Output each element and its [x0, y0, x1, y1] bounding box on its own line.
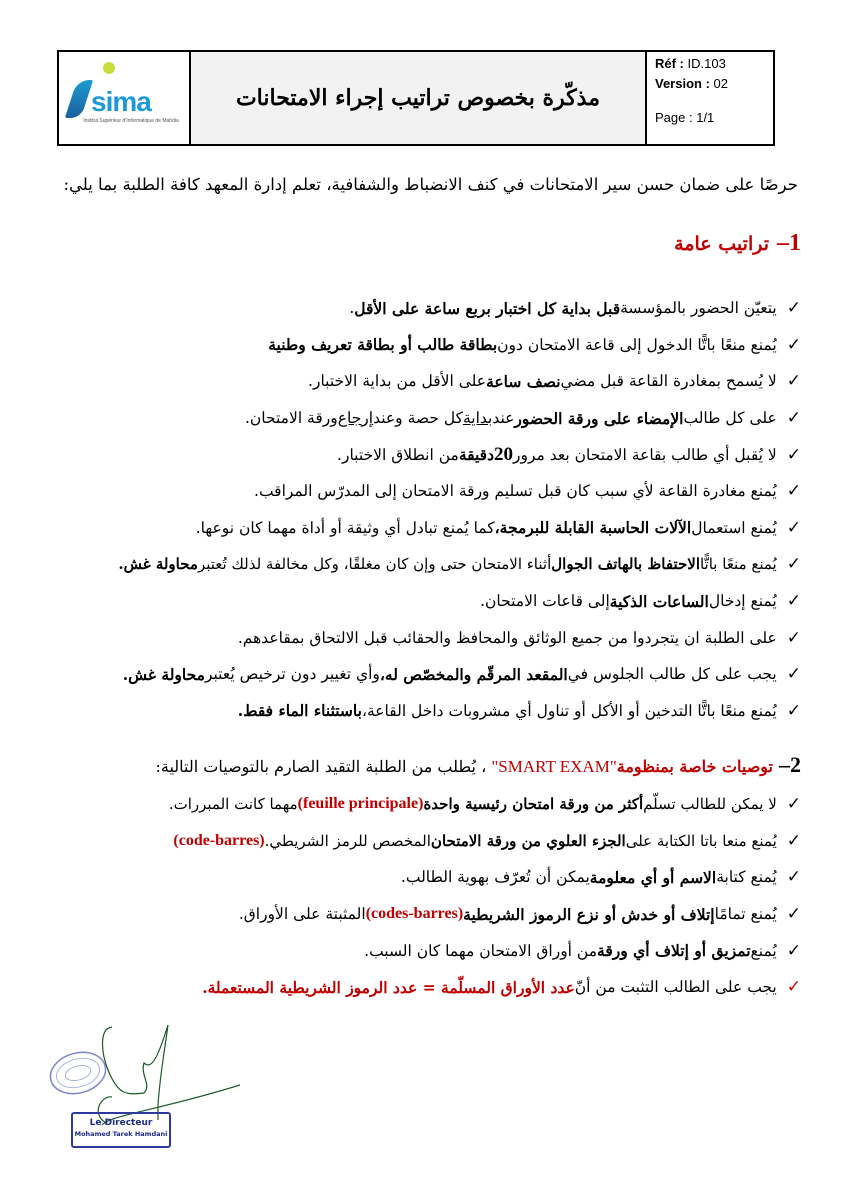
check-icon: ✓ — [786, 591, 801, 612]
item-text: من أوراق الامتحان مهما كان السبب. — [364, 941, 598, 960]
section-2-heading — [155, 752, 801, 778]
item-text: ورقة الامتحان. — [244, 409, 338, 428]
item-text: يتعيّن الحضور بالمؤسسة — [620, 299, 777, 318]
document-title: مذكّرة بخصوص تراتيب إجراء الامتحانات — [235, 85, 601, 111]
section-2-list — [169, 786, 801, 1006]
item-text: . — [349, 299, 355, 318]
item-text: المثبتة على الأوراق. — [238, 905, 366, 924]
item-bold: المقعد المرقّم والمخصّص له، — [379, 664, 568, 684]
item-latin: (code-barres) — [173, 831, 265, 849]
document-header — [57, 50, 775, 146]
item-bold: الإمضاء على ورقة الحضور — [514, 408, 684, 428]
logo-dot-icon — [103, 62, 115, 74]
title-cell — [191, 52, 647, 144]
item-text: يُمنع منعًا باتًّا — [699, 555, 777, 574]
item-text: المخصص للرمز الشريطي. — [264, 831, 431, 850]
version-line — [655, 74, 773, 94]
item-bold: نصف ساعة — [486, 371, 561, 391]
item-text: على الطلبة ان يتجردوا من جميع الوثائق والمحافظ والحقائب قبل الالتحاق بمقاعدهم. — [237, 628, 777, 647]
item-bold: الآلات الحاسبة القابلة للبرمجة، — [494, 518, 692, 538]
item-bold: إتلاف أو خدش أو نزع الرموز الشريطية — [463, 904, 715, 924]
item-bold: أكثر من ورقة امتحان رئيسية واحدة — [423, 795, 644, 814]
section-2-system-name: "SMART EXAM" — [491, 757, 617, 776]
item-text: يُمنع منعا باتا الكتابة على — [625, 831, 777, 850]
list-item — [169, 932, 801, 969]
item-latin: (feuille principale) — [297, 795, 424, 813]
list-item — [118, 327, 801, 364]
item-text: على كل طالب — [683, 409, 777, 428]
check-icon: ✓ — [786, 664, 801, 685]
item-text: كما يُمنع تبادل أي وثيقة أو أداة مهما كان نوعها. — [195, 518, 495, 537]
ref-label: Réf : — [655, 56, 684, 71]
item-text: يجب على الطالب التثبت من أنّ — [574, 978, 777, 997]
logo-text: sima — [91, 86, 151, 117]
item-text: يمكن أن تُعرّف بهوية الطالب. — [400, 868, 590, 887]
check-icon: ✓ — [786, 481, 801, 502]
check-icon: ✓ — [786, 408, 801, 429]
director-role: Le Directeur — [89, 1118, 153, 1128]
item-bold: محاولة غش. — [118, 555, 198, 574]
document-meta — [647, 52, 773, 144]
item-text: عند — [492, 409, 515, 428]
list-item — [118, 693, 801, 730]
list-item — [118, 473, 801, 510]
check-icon: ✓ — [786, 334, 801, 355]
item-text: يُمنع استعمال — [691, 518, 777, 537]
item-text: يجب على كل طالب الجلوس في — [567, 665, 777, 684]
item-text: يُمنع — [750, 941, 777, 960]
check-icon: ✓ — [786, 794, 801, 815]
list-item — [118, 546, 801, 583]
list-item — [118, 656, 801, 693]
section-2-number: 2– — [779, 752, 801, 777]
check-icon: ✓ — [786, 298, 801, 319]
stamp-seal — [46, 1046, 110, 1099]
list-item — [169, 896, 801, 933]
item-text: لا يمكن للطالب تسلّم — [643, 795, 777, 814]
section-1-list — [118, 290, 801, 729]
check-icon: ✓ — [786, 700, 801, 721]
item-text: يُمنع منعًا باتًّا الدخول إلى قاعة الامتحان دون — [497, 335, 777, 354]
item-number: 20 — [493, 443, 513, 465]
logo-i-icon — [65, 80, 93, 118]
check-icon: ✓ — [786, 517, 801, 538]
item-text: لا يُقبل أي طالب بقاعة الامتحان بعد مرور — [512, 445, 777, 464]
page-value: 1/1 — [696, 110, 715, 125]
intro-paragraph: حرصًا على ضمان حسن سير الامتحانات في كنف الانضباط والشفافية، تعلم إدارة المعهد كافة الطلبة بما يلي: — [63, 175, 798, 194]
item-bold: دقيقة — [458, 445, 494, 465]
item-bold: الاحتفاظ بالهاتف الجوال — [551, 555, 700, 574]
check-icon: ✓ — [786, 554, 801, 575]
item-text: لا يُسمح بمغادرة القاعة قبل مضي — [560, 372, 777, 391]
check-icon: ✓ — [786, 444, 801, 465]
version-value: 02 — [713, 76, 729, 91]
signature-stroke — [98, 1025, 240, 1125]
item-underlined: بداية — [462, 409, 493, 428]
check-icon: ✓ — [786, 627, 801, 648]
item-text: يُمنع كتابة — [716, 868, 777, 887]
logo-subtitle: Institut Supérieur d'Informatique de Mahdia — [83, 118, 179, 124]
list-item — [118, 583, 801, 620]
ref-line — [655, 54, 773, 74]
item-bold: بطاقة طالب أو بطاقة تعريف وطنية — [268, 335, 498, 355]
check-icon: ✓ — [786, 371, 801, 392]
item-text: وأي تغيير دون ترخيص يُعتبر — [204, 665, 380, 684]
check-icon: ✓ — [786, 940, 801, 961]
list-item — [169, 969, 801, 1006]
item-bold: تمزيق أو إتلاف أي ورقة — [597, 941, 751, 961]
item-text: أثناء الامتحان حتى وإن كان مغلقًا، وكل مخالفة لذلك تُعتبر — [197, 555, 552, 574]
item-bold: الجزء العلوي من ورقة الامتحان — [430, 831, 626, 850]
check-icon: ✓ — [786, 904, 801, 925]
list-item — [169, 823, 801, 860]
list-item — [169, 786, 801, 823]
ref-value: ID.103 — [687, 56, 726, 71]
check-icon: ✓ — [786, 867, 801, 888]
item-text: على الأقل من بداية الاختبار. — [308, 372, 487, 391]
version-label: Version : — [655, 76, 710, 91]
section-1-number: 1– — [777, 230, 801, 256]
item-bold: الساعات الذكية — [609, 591, 709, 611]
director-signature-box — [71, 1112, 171, 1148]
list-item — [169, 859, 801, 896]
item-underlined: إرجاع — [337, 409, 374, 428]
section-1-title: تراتيب عامة — [674, 233, 769, 255]
item-bold: قبل بداية كل اختبار بربع ساعة على الأقل — [354, 298, 621, 318]
list-item — [118, 436, 801, 473]
section-2-title-rest: ، يُطلب من الطلبة التقيد الصارم بالتوصيات التالية: — [155, 757, 492, 776]
director-name: Mohamed Tarek Hamdani — [74, 1130, 168, 1138]
item-bold: الاسم أو أي معلومة — [589, 867, 717, 887]
item-bold-red: عدد الأوراق المسلّمة = عدد الرموز الشريطية المستعملة. — [202, 977, 575, 997]
check-icon: ✓ — [786, 977, 801, 998]
page-line — [655, 108, 773, 128]
item-latin: (codes-barres) — [365, 905, 464, 923]
item-bold: محاولة غش. — [122, 664, 205, 684]
list-item — [118, 400, 801, 437]
check-icon: ✓ — [786, 830, 801, 851]
item-text: يُمنع إدخال — [708, 592, 777, 611]
item-text: كل حصة وعند — [373, 409, 463, 428]
item-text: مهما كانت المبررات. — [168, 795, 298, 814]
item-text: يُمنع تمامًا — [714, 905, 777, 924]
logo — [59, 52, 191, 144]
section-2-title: توصيات خاصة بمنظومة — [616, 757, 773, 776]
item-text: يُمنع منعًا باتًّا التدخين أو الأكل أو تناول أي مشروبات داخل القاعة، — [361, 701, 777, 720]
item-text: من انطلاق الاختبار. — [337, 445, 459, 464]
page-label: Page : — [655, 110, 693, 125]
list-item — [118, 510, 801, 547]
list-item — [118, 619, 801, 656]
item-text: يُمنع مغادرة القاعة لأي سبب كان قبل تسليم ورقة الامتحان إلى المدرّس المراقب. — [254, 482, 777, 501]
item-text: إلى قاعات الامتحان. — [480, 592, 610, 611]
list-item — [118, 363, 801, 400]
section-1-heading — [674, 230, 801, 257]
list-item — [118, 290, 801, 327]
item-bold: باستثناء الماء فقط. — [237, 701, 362, 721]
